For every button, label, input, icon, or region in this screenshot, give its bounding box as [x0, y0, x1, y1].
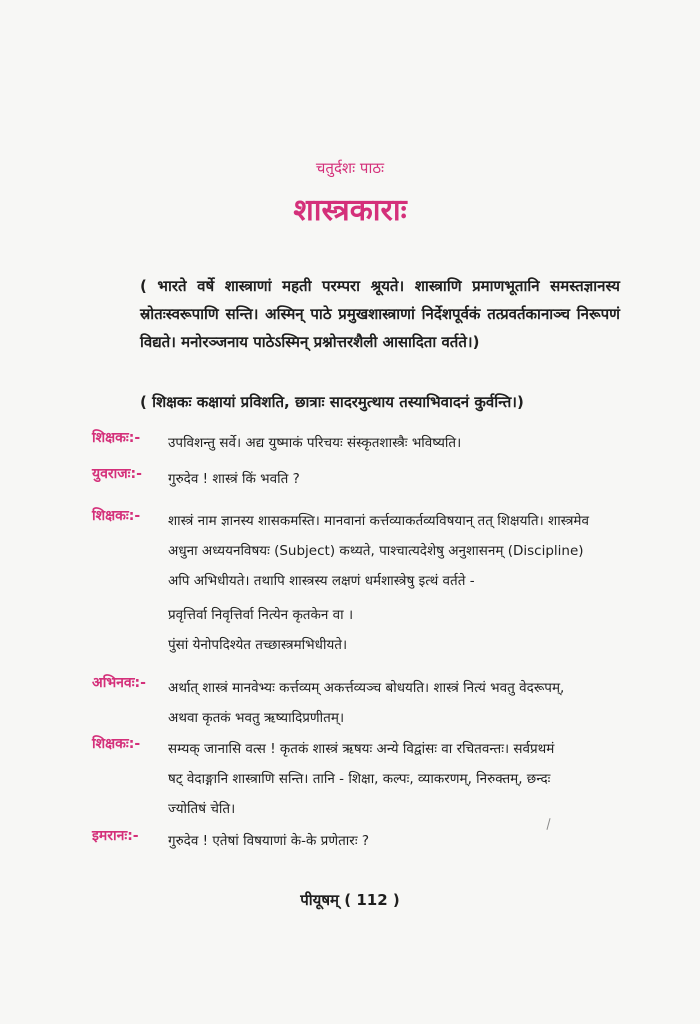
intro-paragraph: ( भारते वर्षे शास्त्राणां महती परम्परा श्रूयते। शास्त्राणि प्रमाणभूतानि समस्तज्ञानस्य स्रोतःस्वरूपाणि सन्ति। अस्मिन् पाठे प्रमुखशास्त्राणां निर्देशपूर्वकं तत्प्रवर्तकानाञ्च निरूपणं विद्यते। मनोरञ्जनाय पाठेऽस्मिन् प्रश्नोत्तरशैली आसादिता वर्तते।) [140, 277, 620, 351]
dialogue-line: षट् वेदाङ्गानि शास्त्राणि सन्ति। तानि - शिक्षा, कल्पः, व्याकरणम्, निरुक्तम्, छन्दः [168, 771, 551, 787]
dialogue-line: अथवा कृतकं भवतु ऋष्यादिप्रणीतम्। [168, 710, 345, 726]
dialogue-line: ज्योतिषं चेति। [168, 801, 236, 817]
dialogue-entry [92, 464, 672, 494]
dialogue-line: गुरुदेव ! एतेषां विषयाणां के-के प्रणेतारः ? [168, 833, 370, 849]
dialogue-entry [92, 826, 672, 856]
dialogue-entry [92, 673, 672, 733]
stage-direction: ( शिक्षकः कक्षायां प्रविशति, छात्राः सादरमुत्थाय तस्याभिवादनं कुर्वन्ति।) [140, 393, 524, 411]
lesson-title: शास्त्रकाराः [293, 193, 407, 228]
speaker-label: अभिनवः:- [92, 675, 146, 691]
dialogue-line: सम्यक् जानासि वत्स ! कृतकं शास्त्रं ऋषयः अन्ये विद्वांसः वा रचितवन्तः। सर्वप्रथमं [168, 741, 555, 757]
dialogue-line: शास्त्रं नाम ज्ञानस्य शासकमस्ति। मानवानां कर्त्तव्याकर्तव्यविषयान् तत् शिक्षयति। शास्त्रमेव [168, 513, 589, 529]
speaker-label: शिक्षकः:- [92, 508, 141, 524]
dialogue-line: अधुना अध्ययनविषयः (Subject) कथ्यते, पाश्चात्यदेशेषु अनुशासनम् (Discipline) [168, 543, 584, 559]
dialogue-line: अपि अभिधीयते। तथापि शास्त्रस्य लक्षणं धर्मशास्त्रेषु इत्थं वर्तते - [168, 573, 475, 589]
verse-line: पुंसां येनोपदिश्येत तच्छास्त्रमभिधीयते। [168, 637, 348, 653]
speaker-label: युवराजः:- [92, 466, 142, 482]
dialogue-entry [92, 506, 672, 660]
speaker-label: शिक्षकः:- [92, 736, 141, 752]
dialogue-line: उपविशन्तु सर्वे। अद्य युष्माकं परिचयः संस्कृतशास्त्रैः भविष्यति। [168, 435, 462, 451]
speaker-label: इमरानः:- [92, 828, 139, 844]
dialogue-line: अर्थात् शास्त्रं मानवेभ्यः कर्त्तव्यम् अकर्त्तव्यञ्च बोधयति। शास्त्रं नित्यं भवतु वेदरूपम्, [168, 680, 565, 696]
speaker-label: शिक्षकः:- [92, 430, 141, 446]
dialogue-entry [92, 734, 672, 824]
dialogue-line: गुरुदेव ! शास्त्रं किं भवति ? [168, 471, 300, 487]
page-footer: पीयूषम् ( 112 ) [300, 891, 400, 909]
verse-line: प्रवृत्तिर्वा निवृत्तिर्वा नित्येन कृतकेन वा । [168, 607, 354, 623]
dialogue-entry [92, 428, 672, 458]
lesson-number: चतुर्दशः पाठः [315, 159, 385, 177]
